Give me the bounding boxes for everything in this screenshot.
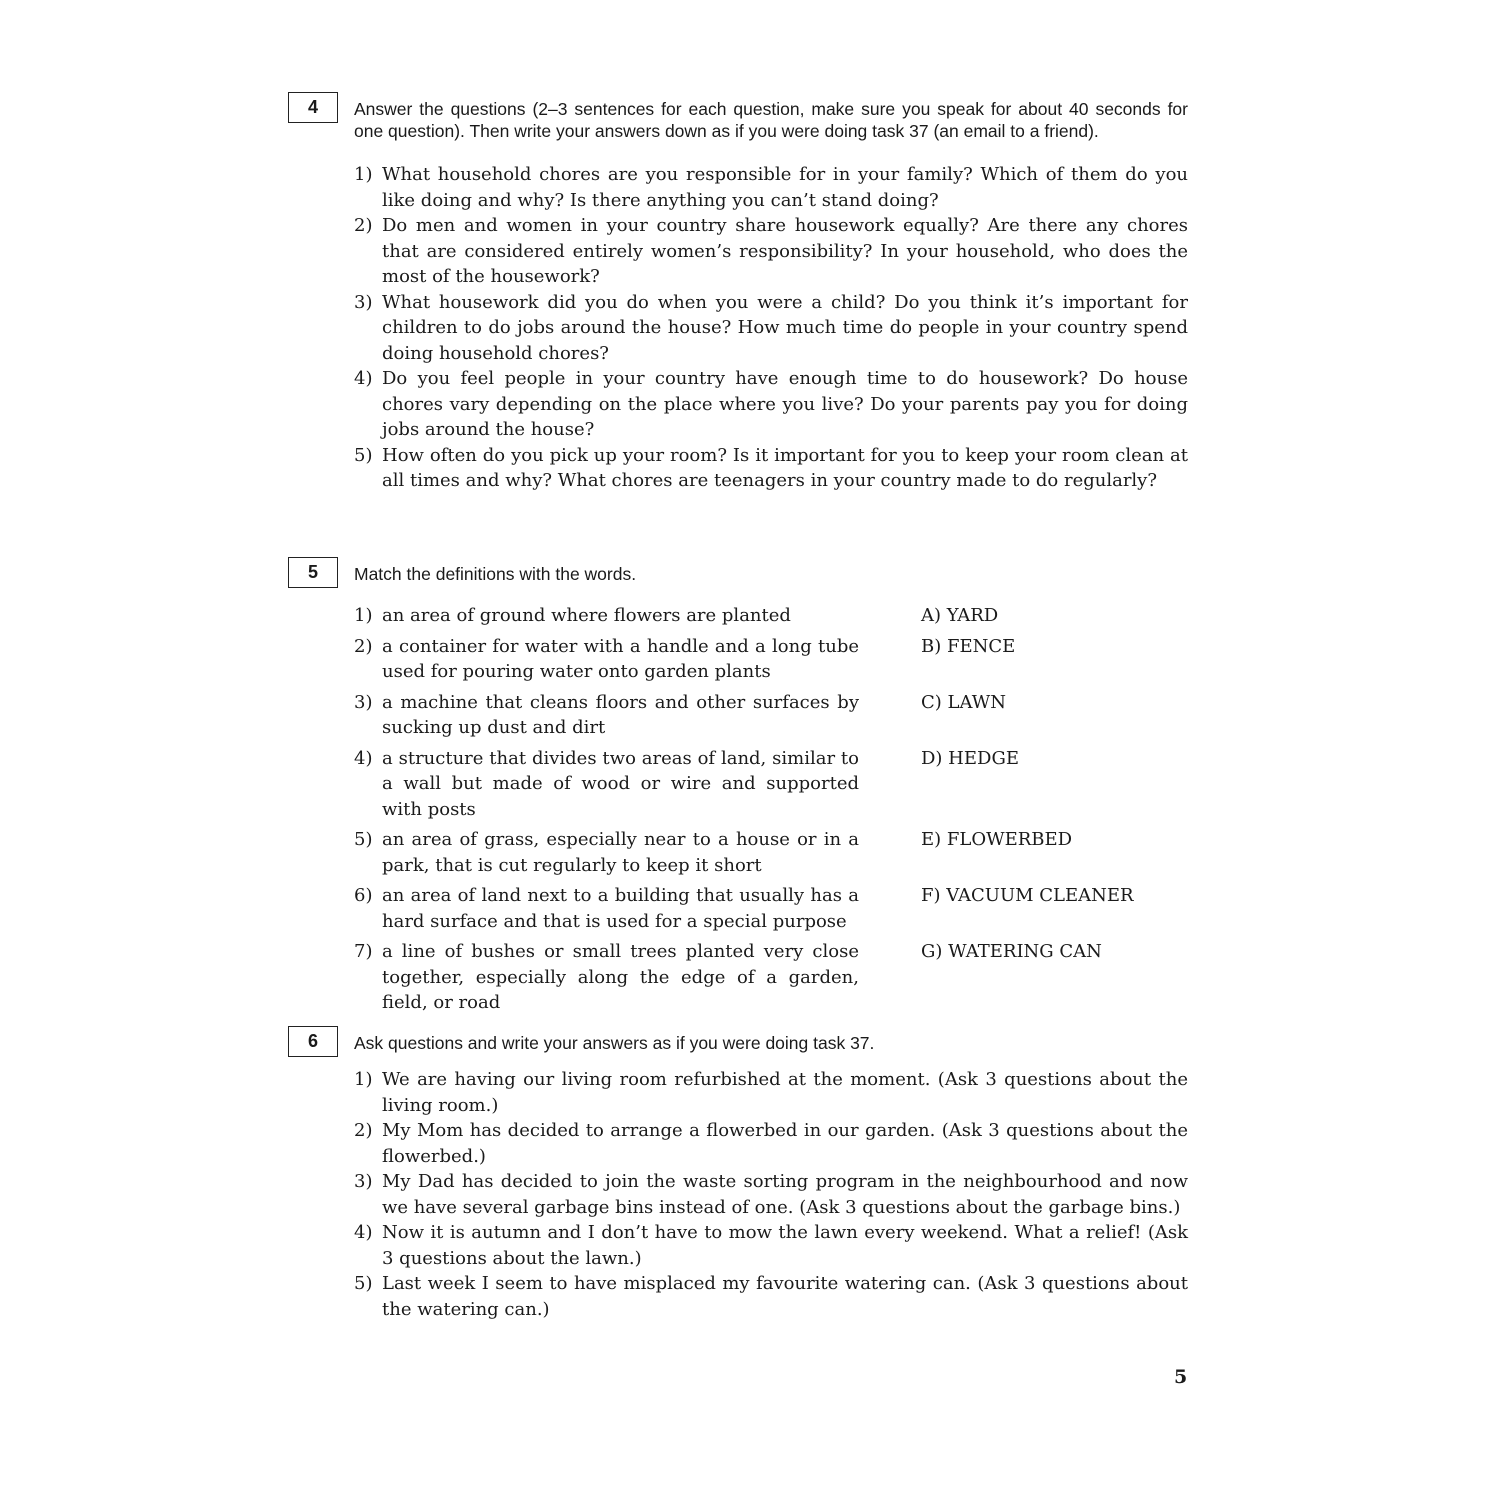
item-number: 3) (354, 291, 373, 313)
definition-text: a structure that divides two areas of land, similar to a wall but made of wood or wire and supported with posts (382, 747, 859, 820)
item-text: What household chores are you responsible for in your family? Which of them do you like doing and why? Is there anything you can’t stand doing? (382, 164, 1188, 211)
word-option: D) HEDGE (921, 747, 1019, 769)
list-item (354, 1220, 1188, 1271)
word-option: G) WATERING CAN (921, 941, 1102, 962)
match-row (354, 827, 1188, 878)
task-6 (288, 1026, 1188, 1322)
item-number: 5) (354, 829, 373, 850)
item-number: 6) (354, 885, 373, 906)
definition (354, 603, 859, 629)
task-number-box: 5 (288, 557, 338, 588)
item-number: 1) (354, 164, 373, 185)
item-number: 4) (354, 747, 373, 769)
word-option: F) VACUUM CLEANER (921, 885, 1134, 906)
list-item (354, 162, 1188, 213)
match-row (354, 690, 1188, 741)
word-option: A) YARD (921, 605, 999, 626)
item-number: 1) (354, 605, 373, 626)
word-option: C) LAWN (921, 691, 1006, 713)
page-number: 5 (1174, 1366, 1188, 1388)
item-text: Do men and women in your country share housework equally? Are there any chores that are considered entirely women’s responsibility? In your household, who does the most of the housework? (382, 215, 1188, 287)
item-number: 7) (354, 941, 373, 962)
task-5 (288, 557, 1188, 1016)
list-item (354, 1271, 1188, 1322)
item-number: 3) (354, 1171, 373, 1192)
definition-text: an area of land next to a building that usually has a hard surface and that is used for a special purpose (382, 885, 859, 932)
definition (354, 690, 859, 741)
definition-text: an area of ground where flowers are planted (382, 605, 791, 626)
question-list (354, 162, 1188, 494)
definition-text: a machine that cleans floors and other surfaces by sucking up dust and dirt (382, 691, 859, 738)
definition (354, 746, 859, 823)
item-number: 2) (354, 635, 373, 657)
item-number: 5) (354, 444, 373, 466)
question-list (354, 1067, 1188, 1322)
definition (354, 883, 859, 934)
item-number: 5) (354, 1273, 373, 1294)
list-item (354, 1067, 1188, 1118)
item-text: Last week I seem to have misplaced my favourite watering can. (Ask 3 questions about the watering can.) (382, 1273, 1188, 1320)
definition-text: a line of bushes or small trees planted very close together, especially along the edge of a garden, field, or road (382, 941, 859, 1013)
item-text: Now it is autumn and I don’t have to mow the lawn every weekend. What a relief! (Ask 3 questions about the lawn.) (382, 1222, 1188, 1269)
match-row (354, 883, 1188, 934)
match-row (354, 634, 1188, 685)
item-number: 4) (354, 1222, 373, 1243)
definition (354, 939, 859, 1016)
list-item (354, 213, 1188, 290)
task-4 (288, 92, 1188, 494)
word-option: B) FENCE (921, 635, 1016, 657)
word-option: E) FLOWERBED (921, 829, 1073, 850)
task-instruction: Answer the questions (2–3 sentences for each question, make sure you speak for about 40 seconds for one question). Then write your answers down as if you were doing task 37 (an email to a friend). (354, 99, 1188, 141)
item-number: 2) (354, 215, 373, 236)
match-row (354, 939, 1188, 1016)
definition-text: a container for water with a handle and a long tube used for pouring water onto garden plants (382, 635, 859, 682)
item-text: My Mom has decided to arrange a flowerbed in our garden. (Ask 3 questions about the flowerbed.) (382, 1120, 1188, 1167)
match-row (354, 746, 1188, 823)
match-row (354, 603, 1188, 629)
definition-text: an area of grass, especially near to a house or in a park, that is cut regularly to keep it short (382, 829, 859, 876)
definition (354, 827, 859, 878)
item-number: 4) (354, 368, 373, 389)
list-item (354, 443, 1188, 494)
item-number: 2) (354, 1120, 373, 1141)
task-number-box: 6 (288, 1026, 338, 1057)
item-text: What housework did you do when you were a child? Do you think it’s important for children to do jobs around the house? How much time do people in your country spend doing household chores? (382, 291, 1188, 364)
item-text: My Dad has decided to join the waste sorting program in the neighbourhood and now we have several garbage bins instead of one. (Ask 3 questions about the garbage bins.) (382, 1171, 1188, 1218)
item-number: 3) (354, 691, 373, 713)
task-instruction: Ask questions and write your answers as if you were doing task 37. (354, 1033, 875, 1053)
matching-table (288, 603, 1188, 1016)
list-item (354, 1169, 1188, 1220)
task-number-box: 4 (288, 92, 338, 123)
item-text: Do you feel people in your country have enough time to do housework? Do house chores vary depending on the place where you live? Do your parents pay you for doing jobs around the house? (382, 368, 1188, 440)
list-item (354, 366, 1188, 443)
item-text: We are having our living room refurbished at the moment. (Ask 3 questions about the living room.) (382, 1069, 1188, 1116)
item-number: 1) (354, 1069, 373, 1090)
list-item (354, 1118, 1188, 1169)
task-instruction: Match the definitions with the words. (354, 564, 637, 584)
item-text: How often do you pick up your room? Is it important for you to keep your room clean at all times and why? What chores are teenagers in your country made to do regularly? (382, 444, 1188, 491)
list-item (354, 290, 1188, 367)
definition (354, 634, 859, 685)
